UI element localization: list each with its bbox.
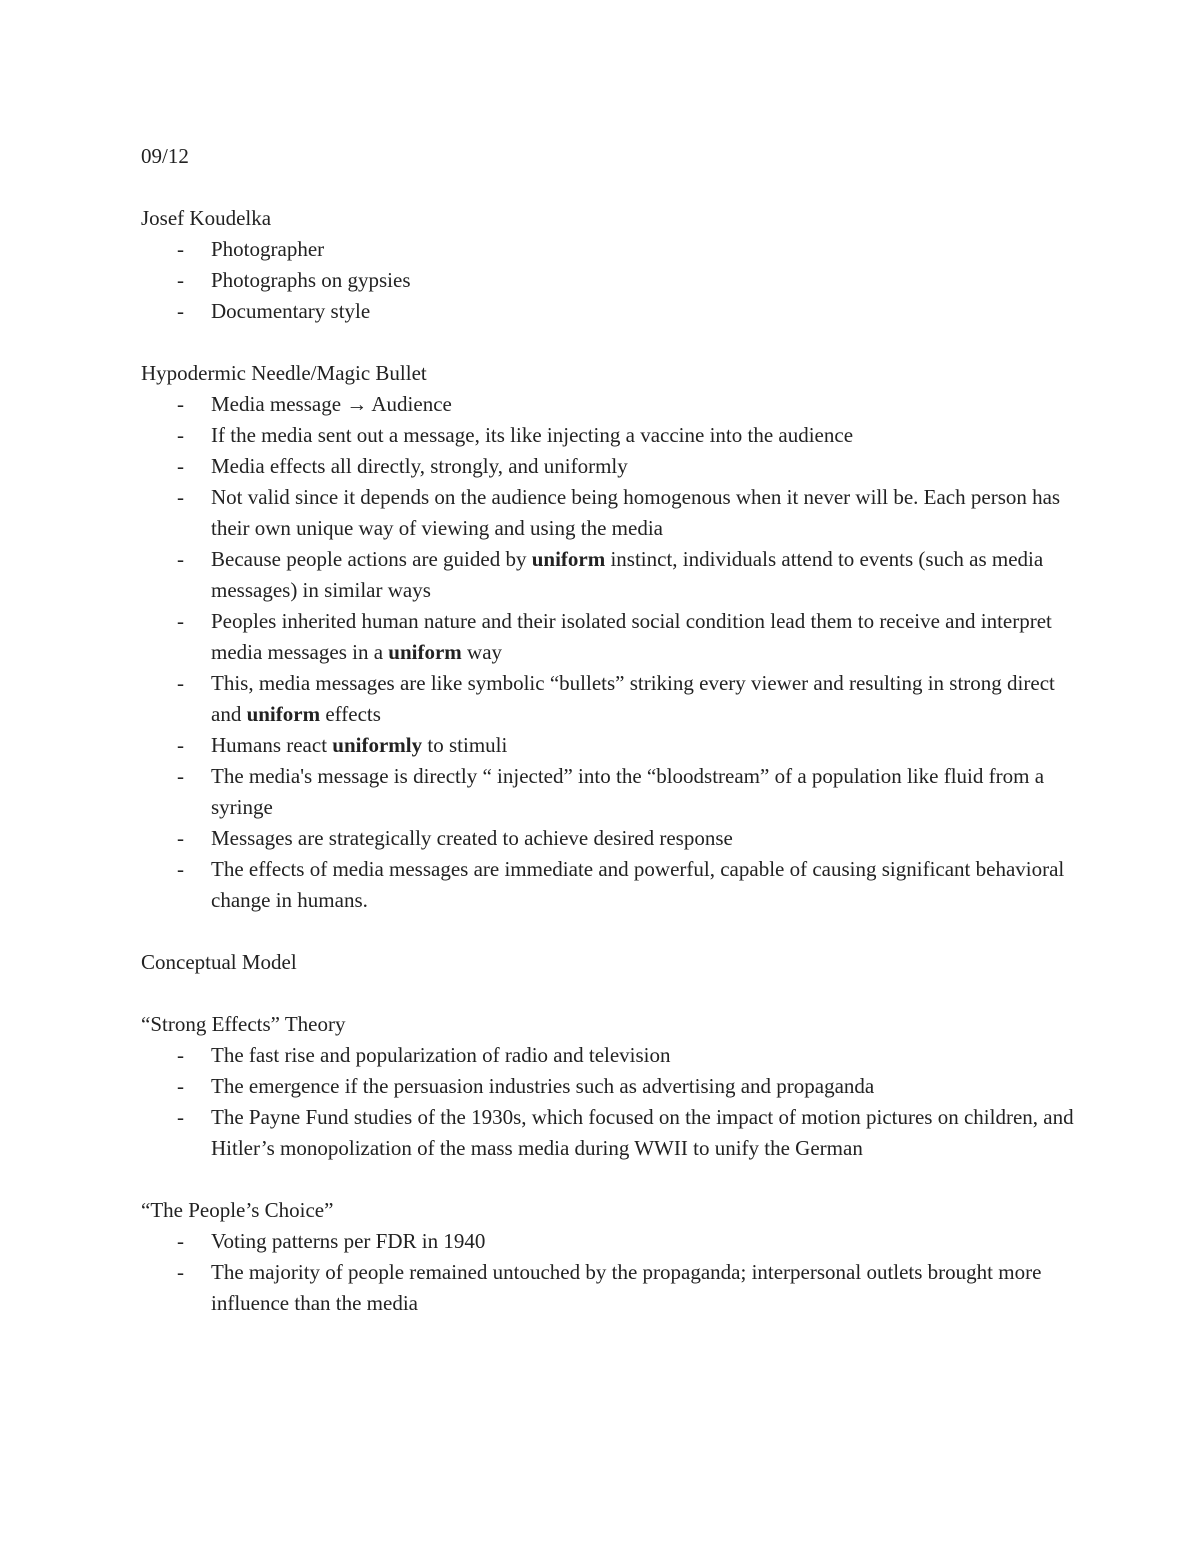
note-section <box>141 978 1081 1164</box>
bullet-text <box>211 237 324 261</box>
text-run: The effects of media messages are immediate and powerful, capable of causing significant behavioral change in humans. <box>211 857 1065 912</box>
note-section <box>141 327 1081 916</box>
section-heading: “Strong Effects” Theory <box>141 1012 346 1036</box>
bullet-item <box>141 1071 1081 1102</box>
bullet-item <box>141 451 1081 482</box>
blank-line <box>141 1164 1081 1195</box>
text-run: Media effects all directly, strongly, and uniformly <box>211 454 628 478</box>
bullet-text <box>211 826 733 850</box>
bullet-text <box>211 1260 1041 1315</box>
bullet-item <box>141 482 1081 544</box>
dash-marker: - <box>177 547 184 571</box>
note-sections <box>141 203 1081 1319</box>
bullet-text <box>211 733 507 757</box>
text-run: to stimuli <box>422 733 508 757</box>
bullet-text <box>211 857 1064 912</box>
bullet-text <box>211 454 628 478</box>
bullet-text <box>211 485 1060 540</box>
bullet-text <box>211 299 370 323</box>
section-heading: “The People’s Choice” <box>141 1198 334 1222</box>
text-run: Photographer <box>211 237 325 261</box>
text-run: Humans react <box>211 733 333 757</box>
blank-line <box>141 978 1081 1009</box>
note-section <box>141 203 1081 327</box>
bullet-list <box>141 1226 1081 1319</box>
text-run: Photographs on gypsies <box>211 268 411 292</box>
bullet-text <box>211 1229 485 1253</box>
text-run: instinct, individuals attend to events (such as media messages) in similar ways <box>211 547 1044 602</box>
bullet-item <box>141 730 1081 761</box>
dash-marker: - <box>177 733 184 757</box>
text-run: The Payne Fund studies of the 1930s, which focused on the impact of motion pictures on children, and Hitler’s monopolization of the mass media during WWII to unify the German <box>211 1105 1074 1160</box>
bullet-item <box>141 1226 1081 1257</box>
bullet-item <box>141 420 1081 451</box>
dash-marker: - <box>177 857 184 881</box>
blank-line <box>141 172 1081 203</box>
note-section <box>141 916 1081 978</box>
dash-marker: - <box>177 1074 184 1098</box>
dash-marker: - <box>177 1229 184 1253</box>
dash-marker: - <box>177 454 184 478</box>
dash-marker: - <box>177 299 184 323</box>
text-run: If the media sent out a message, its like injecting a vaccine into the audience <box>211 423 854 447</box>
text-run: Because people actions are guided by <box>211 547 532 571</box>
bullet-item <box>141 1257 1081 1319</box>
dash-marker: - <box>177 1043 184 1067</box>
text-run: Not valid since it depends on the audience being homogenous when it never will be. Each person has their own unique way of viewing and using the media <box>211 485 1061 540</box>
bold-term: uniformly <box>332 733 423 757</box>
bullet-text <box>211 764 1044 819</box>
text-run: Peoples inherited human nature and their isolated social condition lead them to receive and interpret media messages in a <box>211 609 1052 664</box>
bullet-item <box>141 389 1081 420</box>
bullet-item <box>141 1102 1081 1164</box>
section-heading: Josef Koudelka <box>141 206 272 230</box>
dash-marker: - <box>177 268 184 292</box>
text-run: Messages are strategically created to achieve desired response <box>211 826 733 850</box>
dash-marker: - <box>177 1260 184 1284</box>
dash-marker: - <box>177 423 184 447</box>
bullet-text <box>211 268 411 292</box>
text-run: The fast rise and popularization of radio and television <box>211 1043 671 1067</box>
blank-line <box>141 916 1081 947</box>
text-run: effects <box>320 702 381 726</box>
bold-term: uniform <box>246 702 321 726</box>
bullet-text <box>211 547 1043 602</box>
dash-marker: - <box>177 237 184 261</box>
text-run: Documentary style <box>211 299 371 323</box>
bullet-list <box>141 389 1081 916</box>
dash-marker: - <box>177 1105 184 1129</box>
text-run: The majority of people remained untouched by the propaganda; interpersonal outlets brought more influence than the media <box>211 1260 1042 1315</box>
bullet-text <box>211 1043 671 1067</box>
bullet-list <box>141 1040 1081 1164</box>
bullet-item <box>141 668 1081 730</box>
bullet-item <box>141 761 1081 823</box>
blank-line <box>141 327 1081 358</box>
bullet-item <box>141 823 1081 854</box>
bullet-item <box>141 854 1081 916</box>
bullet-item <box>141 544 1081 606</box>
bullet-item <box>141 265 1081 296</box>
bullet-item <box>141 606 1081 668</box>
text-run: This, media messages are like symbolic “bullets” striking every viewer and resulting in strong direct and <box>211 671 1055 726</box>
bullet-text <box>211 671 1055 726</box>
bullet-text <box>211 1074 874 1098</box>
bullet-text <box>211 392 452 416</box>
text-run: The media's message is directly “ injected” into the “bloodstream” of a population like fluid from a syringe <box>211 764 1045 819</box>
dash-marker: - <box>177 392 184 416</box>
bold-term: uniform <box>388 640 462 664</box>
dash-marker: - <box>177 826 184 850</box>
dash-marker: - <box>177 671 184 695</box>
bullet-item <box>141 296 1081 327</box>
bullet-text <box>211 1105 1074 1160</box>
text-run: way <box>461 640 503 664</box>
bullet-text <box>211 609 1052 664</box>
document-page <box>141 141 1081 1319</box>
bullet-text <box>211 423 853 447</box>
bullet-item <box>141 1040 1081 1071</box>
dash-marker: - <box>177 764 184 788</box>
bullet-item <box>141 234 1081 265</box>
section-heading: Conceptual Model <box>141 950 297 974</box>
text-run: The emergence if the persuasion industries such as advertising and propaganda <box>211 1074 875 1098</box>
text-run: Voting patterns per FDR in 1940 <box>211 1229 486 1253</box>
note-section <box>141 1164 1081 1319</box>
dash-marker: - <box>177 485 184 509</box>
text-run: Media message → Audience <box>211 392 452 416</box>
section-heading: Hypodermic Needle/Magic Bullet <box>141 361 427 385</box>
bullet-list <box>141 234 1081 327</box>
note-date: 09/12 <box>141 144 189 168</box>
bold-term: uniform <box>531 547 606 571</box>
dash-marker: - <box>177 609 184 633</box>
